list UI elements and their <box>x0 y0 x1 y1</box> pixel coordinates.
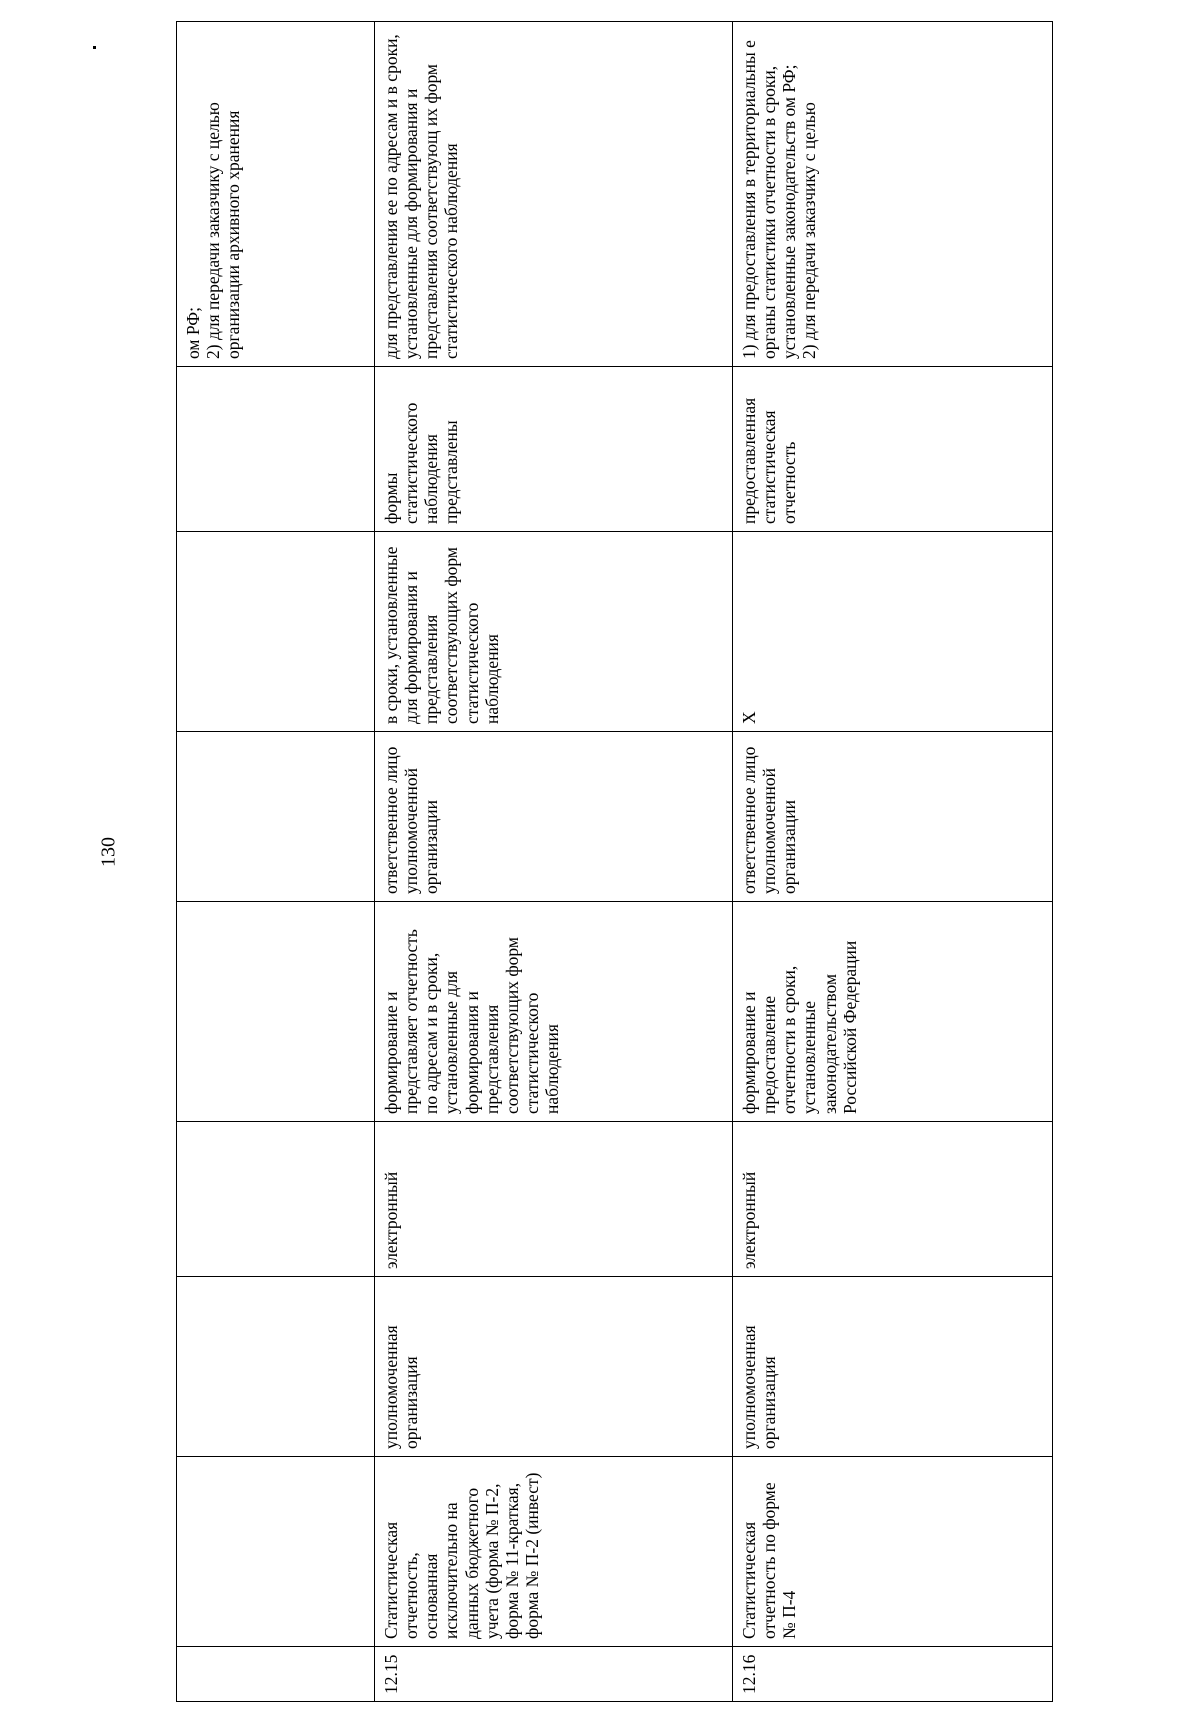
deadline-cell: Х <box>733 532 1053 732</box>
procedure-cell: формирование и представляет отчетность по адресам и в сроки, установленные для формирования и представления соответствующих форм статистического наблюдения <box>375 902 733 1122</box>
rotated-page-content <box>176 22 1052 1702</box>
responsible-cell: уполномоченная организация <box>733 1277 1053 1457</box>
page-number: 130 <box>97 837 120 867</box>
row-number-cell: 12.15 <box>375 1647 733 1702</box>
document-name-cell: Статистическая отчетность, основанная исключительно на данных бюджетного учета (форма № П-2, форма № 11-краткая, форма № П-2 (инвест) <box>375 1457 733 1647</box>
format-cell <box>177 1122 375 1277</box>
executor-cell: ответственное лицо уполномоченной организации <box>733 732 1053 902</box>
format-cell: электронный <box>733 1122 1053 1277</box>
responsible-cell <box>177 1277 375 1457</box>
row-number-cell: 12.16 <box>733 1647 1053 1702</box>
deadline-cell: в сроки, установленные для формирования и представления соответствующих форм статистического наблюдения <box>375 532 733 732</box>
table-row-continuation <box>177 22 375 1702</box>
procedure-cell: формирование и предоставление отчетности в сроки, установленные законодательством Российской Федерации <box>733 902 1053 1122</box>
deadline-cell <box>177 532 375 732</box>
procedures-table <box>176 21 1053 1702</box>
executor-cell <box>177 732 375 902</box>
table-row-12-16 <box>733 22 1053 1702</box>
scan-speck <box>93 46 96 49</box>
row-number-cell <box>177 1647 375 1702</box>
purpose-cell: 1) для предоставления в территориальны е органы статистики отчетности в сроки, установленные законодательств ом РФ; 2) для передачи заказчику с целью <box>733 22 1053 367</box>
format-cell: электронный <box>375 1122 733 1277</box>
purpose-cell: для представления ее по адресам и в сроки, установленные для формирования и представления соответствующ их форм статистического наблюдения <box>375 22 733 367</box>
responsible-cell: уполномоченная организация <box>375 1277 733 1457</box>
document-name-cell <box>177 1457 375 1647</box>
document-name-cell: Статистическая отчетность по форме № П-4 <box>733 1457 1053 1647</box>
executor-cell: ответственное лицо уполномоченной организации <box>375 732 733 902</box>
result-cell: предоставленная статистическая отчетность <box>733 367 1053 532</box>
purpose-cell: ом РФ; 2) для передачи заказчику с целью организации архивного хранения <box>177 22 375 367</box>
result-cell: формы статистического наблюдения представлены <box>375 367 733 532</box>
table-row-12-15 <box>375 22 733 1702</box>
result-cell <box>177 367 375 532</box>
procedure-cell <box>177 902 375 1122</box>
